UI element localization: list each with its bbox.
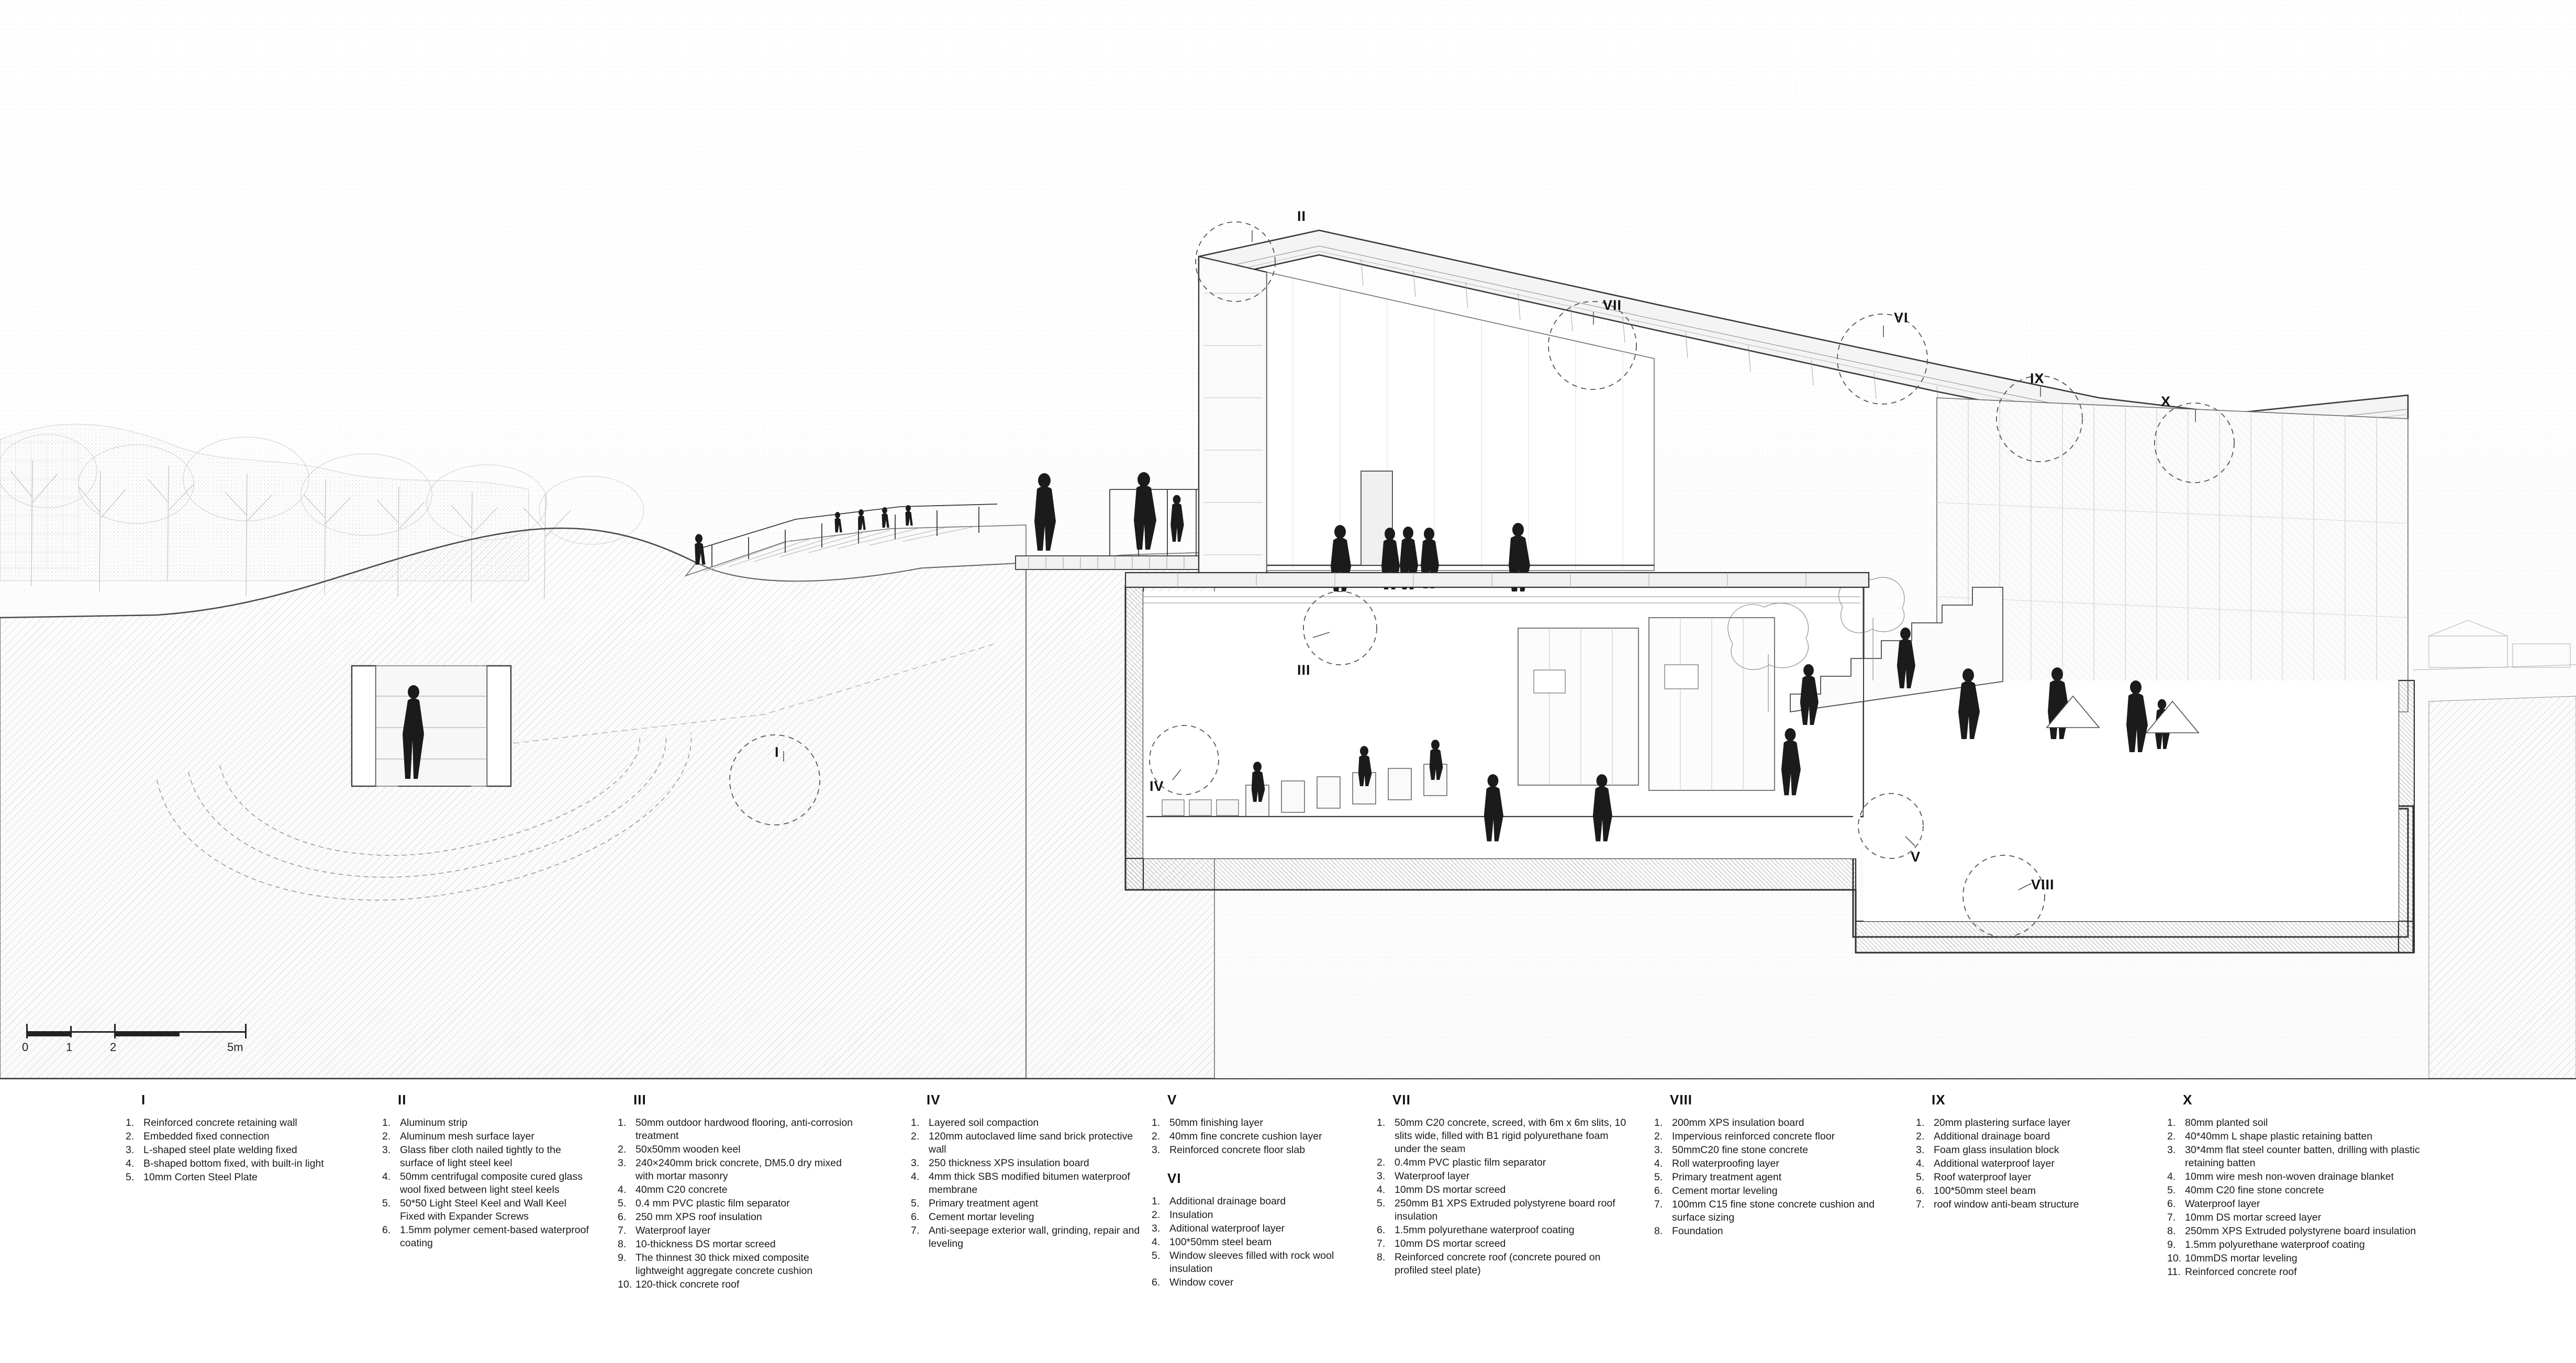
legend-title-III: III: [633, 1092, 646, 1108]
detail-legend: [0, 1078, 2576, 1363]
list-item: 1. 200mm XPS insulation board: [1654, 1117, 1804, 1129]
list-item: 1. 80mm planted soil: [2167, 1117, 2268, 1129]
detail-marker-IV: IV: [1150, 778, 1164, 794]
scale-tick-2: 2: [110, 1041, 117, 1054]
list-item: 6. 1.5mm polyurethane waterproof coating: [1377, 1224, 1575, 1236]
list-item: 1. Layered soil compaction: [911, 1117, 1039, 1129]
legend-title-II: II: [398, 1092, 407, 1108]
list-item: 4. 10mm wire mesh non-woven drainage blanket: [2167, 1171, 2394, 1182]
list-item: 2. 0.4mm PVC plastic film separator: [1377, 1157, 1546, 1168]
list-item: 2. 40*40mm L shape plastic retaining batten: [2167, 1131, 2373, 1142]
list-item: 8. 250mm XPS Extruded polystyrene board insulation: [2167, 1225, 2416, 1237]
legend-column-II: [382, 1092, 592, 1250]
detail-marker-V: V: [1911, 849, 1921, 865]
legend-items-III: [618, 1116, 858, 1291]
list-item: 4. 100*50mm steel beam: [1152, 1236, 1272, 1248]
legend-title-VI: VI: [1167, 1170, 1181, 1186]
list-item: 3. Waterproof layer: [1377, 1170, 1470, 1182]
list-item: 1. Additional drainage board: [1152, 1196, 1286, 1207]
detail-marker-II: II: [1297, 208, 1307, 224]
legend-items-X: [2167, 1116, 2439, 1279]
list-item: 7. roof window anti-beam structure: [1916, 1199, 2079, 1210]
list-item: 6. 1.5mm polymer cement-based waterproof coating: [382, 1224, 589, 1249]
list-item: 4. 40mm C20 concrete: [618, 1184, 728, 1196]
list-item: 3. Aditional waterproof layer: [1152, 1223, 1285, 1234]
detail-marker-IX: IX: [2030, 371, 2045, 386]
list-item: 3. Glass fiber cloth nailed tightly to the surface of light steel keel: [382, 1144, 561, 1169]
list-item: 1. 50mm C20 concrete, screed, with 6m x 6m slits, 10 slits wide, filled with B1 rigid polyurethane foam under the seam: [1377, 1117, 1626, 1155]
list-item: 6. 100*50mm steel beam: [1916, 1185, 2036, 1197]
list-item: 4. Roll waterproofing layer: [1654, 1158, 1779, 1169]
list-item: 3. 50mmC20 fine stone concrete: [1654, 1144, 1809, 1156]
legend-title-VIII: VIII: [1670, 1092, 1693, 1108]
list-item: 1. 20mm plastering surface layer: [1916, 1117, 2071, 1129]
legend-column-V: [1152, 1092, 1361, 1290]
list-item: 5. Window sleeves filled with rock wool insulation: [1152, 1250, 1334, 1275]
list-item: 6. Cement mortar leveling: [911, 1211, 1034, 1223]
list-item: 4. Additional waterproof layer: [1916, 1158, 2055, 1169]
detail-marker-I: I: [775, 744, 779, 760]
detail-marker-VI: VI: [1894, 310, 1909, 326]
list-item: 2. 40mm fine concrete cushion layer: [1152, 1131, 1322, 1142]
list-item: 5. 10mm Corten Steel Plate: [126, 1171, 258, 1183]
list-item: 5. Primary treatment agent: [911, 1198, 1039, 1209]
list-item: 1. Aluminum strip: [382, 1117, 467, 1129]
legend-items-VI: [1152, 1195, 1361, 1289]
list-item: 3. L-shaped steel plate welding fixed: [126, 1144, 297, 1156]
legend-title-IV: IV: [927, 1092, 941, 1108]
list-item: 4. B-shaped bottom fixed, with built-in light: [126, 1158, 324, 1169]
detail-marker-X: X: [2161, 394, 2171, 409]
list-item: 4. 10mm DS mortar screed: [1377, 1184, 1506, 1196]
list-item: 7. 10mm DS mortar screed: [1377, 1238, 1506, 1249]
list-item: 2. 50x50mm wooden keel: [618, 1144, 741, 1155]
scale-tick-1: 1: [66, 1041, 73, 1054]
list-item: 5. 50*50 Light Steel Keel and Wall Keel Fixed with Expander Screws: [382, 1198, 566, 1222]
list-item: 7. 100mm C15 fine stone concrete cushion and surface sizing: [1654, 1199, 1875, 1223]
legend-column-X: [2167, 1092, 2439, 1279]
list-item: 5. 40mm C20 fine stone concrete: [2167, 1185, 2324, 1196]
list-item: 3. Foam glass insulation block: [1916, 1144, 2059, 1156]
list-item: 8. 10-thickness DS mortar screed: [618, 1238, 776, 1250]
legend-title-VII: VII: [1392, 1092, 1411, 1108]
list-item: 2. Impervious reinforced concrete floor: [1654, 1131, 1835, 1142]
list-item: 7. Anti-seepage exterior wall, grinding, repair and leveling: [911, 1225, 1140, 1249]
list-item: 10. 10mmDS mortar leveling: [2167, 1253, 2298, 1264]
legend-items-VII: [1377, 1116, 1628, 1277]
detail-marker-III: III: [1297, 662, 1311, 678]
legend-column-III: [618, 1092, 858, 1292]
list-item: 2. 120mm autoclaved lime sand brick protective wall: [911, 1131, 1133, 1155]
list-item: 5. Roof waterproof layer: [1916, 1171, 2032, 1183]
legend-items-IV: [911, 1116, 1141, 1250]
list-item: 2. Aluminum mesh surface layer: [382, 1131, 534, 1142]
list-item: 5. 250mm B1 XPS Extruded polystyrene board roof insulation: [1377, 1198, 1615, 1222]
legend-column-IV: [911, 1092, 1141, 1251]
scale-bar: [21, 1010, 241, 1057]
list-item: 10. 120-thick concrete roof: [618, 1279, 740, 1290]
list-item: 6. Waterproof layer: [2167, 1198, 2260, 1210]
legend-items-I: [126, 1116, 335, 1184]
list-item: 7. 10mm DS mortar screed layer: [2167, 1212, 2322, 1223]
list-item: 1. Reinforced concrete retaining wall: [126, 1117, 297, 1129]
list-item: 2. Embedded fixed connection: [126, 1131, 270, 1142]
list-item: 8. Foundation: [1654, 1225, 1723, 1237]
list-item: 11. Reinforced concrete roof: [2167, 1266, 2297, 1278]
list-item: 6. Window cover: [1152, 1277, 1234, 1288]
list-item: 8. Reinforced concrete roof (concrete poured on profiled steel plate): [1377, 1252, 1601, 1276]
list-item: 5. Primary treatment agent: [1654, 1171, 1782, 1183]
list-item: 3. 240×240mm brick concrete, DM5.0 dry mixed with mortar masonry: [618, 1157, 842, 1182]
legend-title-X: X: [2183, 1092, 2193, 1108]
list-item: 1. 50mm outdoor hardwood flooring, anti-corrosion treatment: [618, 1117, 853, 1142]
legend-title-V: V: [1167, 1092, 1177, 1108]
legend-column-VII: [1377, 1092, 1628, 1278]
list-item: 5. 0.4 mm PVC plastic film separator: [618, 1198, 790, 1209]
detail-marker-VII: VII: [1603, 297, 1622, 313]
legend-items-V: [1152, 1116, 1361, 1157]
legend-column-VIII: [1654, 1092, 1895, 1238]
legend-title-I: I: [141, 1092, 146, 1108]
list-item: 6. Cement mortar leveling: [1654, 1185, 1778, 1197]
list-item: 2. Additional drainage board: [1916, 1131, 2050, 1142]
list-item: 6. 250 mm XPS roof insulation: [618, 1211, 762, 1223]
scale-end-label: 5m: [227, 1041, 243, 1054]
list-item: 9. The thinnest 30 thick mixed composite lightweight aggregate concrete cushion: [618, 1252, 813, 1277]
list-item: 4. 50mm centrifugal composite cured glass wool fixed between light steel keels: [382, 1171, 583, 1196]
scale-tick-0: 0: [22, 1041, 29, 1054]
list-item: 9. 1.5mm polyurethane waterproof coating: [2167, 1239, 2365, 1250]
list-item: 4. 4mm thick SBS modified bitumen waterproof membrane: [911, 1171, 1130, 1196]
legend-items-VIII: [1654, 1116, 1895, 1238]
legend-column-I: [126, 1092, 335, 1185]
list-item: 7. Waterproof layer: [618, 1225, 711, 1236]
list-item: 3. 250 thickness XPS insulation board: [911, 1157, 1089, 1169]
list-item: 2. Insulation: [1152, 1209, 1213, 1221]
list-item: 3. 30*4mm flat steel counter batten, drilling with plastic retaining batten: [2167, 1144, 2420, 1169]
list-item: 3. Reinforced concrete floor slab: [1152, 1144, 1306, 1156]
list-item: 1. 50mm finishing layer: [1152, 1117, 1263, 1129]
legend-items-II: [382, 1116, 592, 1250]
legend-title-IX: IX: [1932, 1092, 1946, 1108]
legend-column-IX: [1916, 1092, 2146, 1212]
detail-marker-VIII: VIII: [2031, 877, 2055, 892]
legend-items-IX: [1916, 1116, 2146, 1211]
